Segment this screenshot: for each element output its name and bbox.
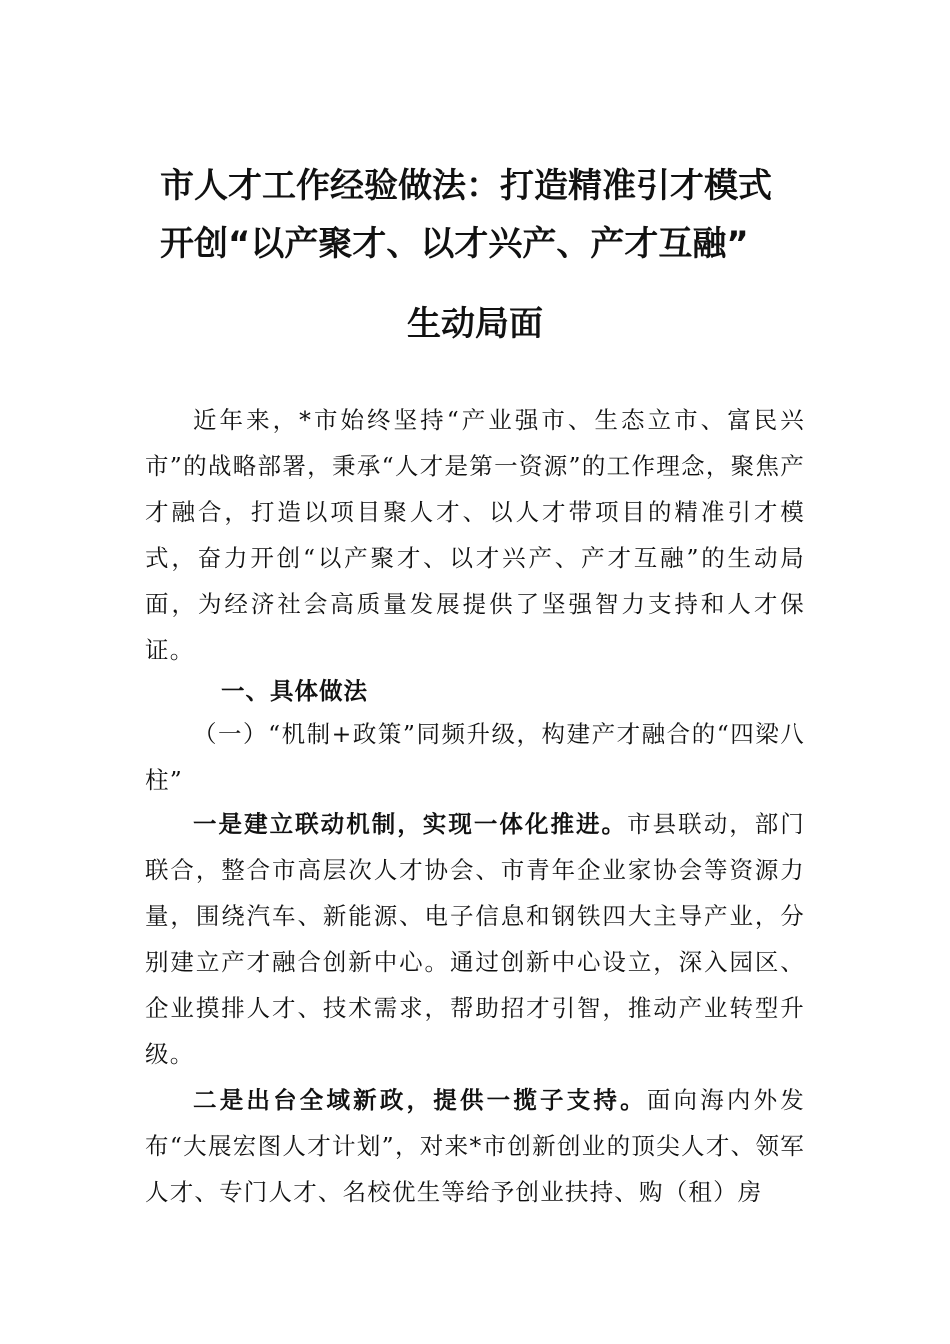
point-two-body: 面向海内外发布“大展宏图人才计划”，对来*市创新创业的顶尖人才、领军人才、专门人才、名校优生等给予创业扶持、购（租）房 <box>145 1086 806 1206</box>
point-one-paragraph <box>145 801 805 1077</box>
point-one-lead: 一是建立联动机制，实现一体化推进。 <box>193 810 628 838</box>
point-one-body: 市县联动，部门联合，整合市高层次人才协会、市青年企业家协会等资源力量，围绕汽车、新能源、电子信息和钢铁四大主导产业，分别建立产才融合创新中心。通过创新中心设立，深入园区、企业摸排人才、技术需求，帮助招才引智，推动产业转型升级。 <box>145 810 805 1068</box>
title-line-1: 市人才工作经验做法：打造精准引才模式 <box>160 166 772 206</box>
point-two-lead: 二是出台全域新政，提供一揽子支持。 <box>193 1086 647 1114</box>
section-heading: 一、具体做法 <box>221 677 368 705</box>
title-line-2: 开创“以产聚才、以才兴产、产才互融” <box>160 224 749 264</box>
intro-paragraph: 近年来，*市始终坚持“产业强市、生态立市、富民兴市”的战略部署，秉承“人才是第一资源”的工作理念，聚焦产才融合，打造以项目聚人才、以人才带项目的精准引才模式，奋力开创“以产聚才、以才兴产、产才互融”的生动局面，为经济社会高质量发展提供了坚强智力支持和人才保证。 <box>145 406 805 664</box>
subsection-heading: （一）“机制+政策”同频升级，构建产才融合的“四梁八柱” <box>145 720 805 794</box>
point-two-paragraph <box>145 1077 805 1215</box>
title-line-3: 生动局面 <box>407 304 543 344</box>
